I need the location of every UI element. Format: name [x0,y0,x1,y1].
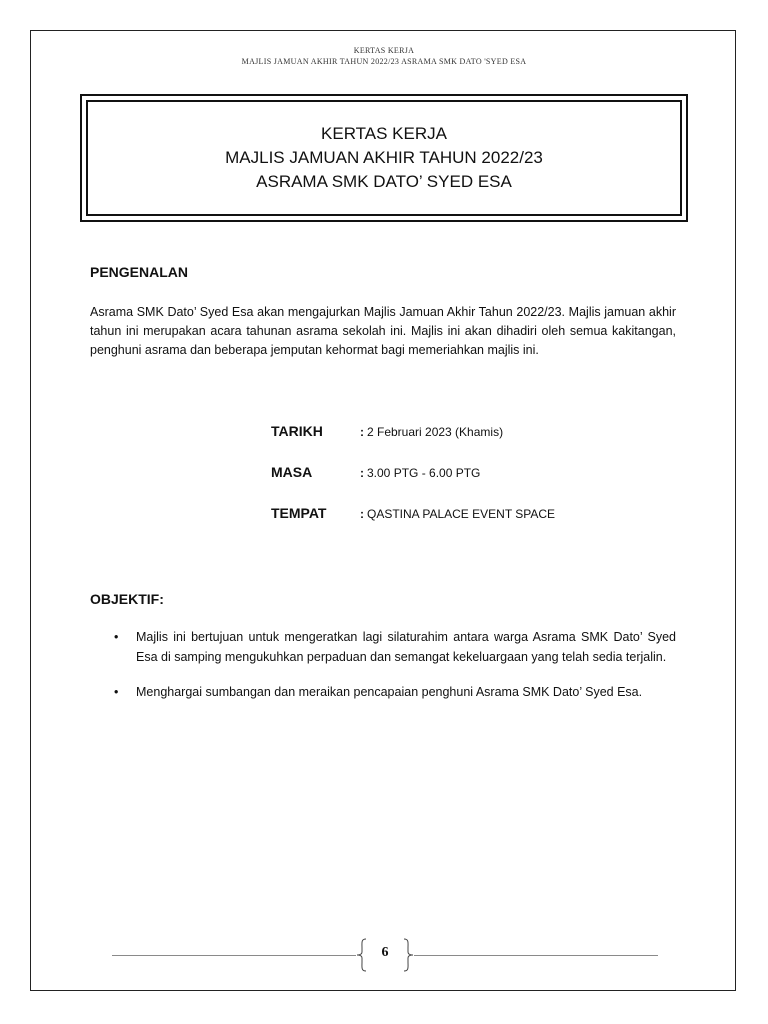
venue-colon: : [360,507,364,521]
running-header-line-1: KERTAS KERJA [353,46,415,55]
title-box-inner [86,100,682,216]
date-colon: : [360,425,364,439]
left-brace-icon [356,938,368,972]
date-value-group [360,425,503,439]
objective-text-1: Majlis ini bertujuan untuk mengeratkan lagi silaturahim antara warga Asrama SMK Dato’ Syed Esa di samping mengukuhkan perpaduan dan semangat kekeluargaan yang telah sedia terjalin. [136,630,676,664]
right-brace-icon [402,938,414,972]
venue-value-group [360,507,555,521]
list-item [90,628,676,667]
time-label: MASA [271,464,313,480]
objective-text-2: Menghargai sumbangan dan meraikan pencapaian penghuni Asrama SMK Dato’ Syed Esa. [136,685,643,699]
time-value-group [360,466,480,480]
time-colon: : [360,466,364,480]
list-item [90,683,676,703]
objectives-list [90,628,676,719]
running-header-line-2: MAJLIS JAMUAN AKHIR TAHUN 2022/23 ASRAMA SMK DATO 'SYED ESA [241,57,527,66]
bullet-icon: • [114,685,119,699]
date-value: 2 Februari 2023 (Khamis) [367,425,504,439]
footer-right-rule [414,955,658,956]
page-number: 6 [381,945,389,960]
venue-value: QASTINA PALACE EVENT SPACE [367,507,556,521]
footer-left-rule [112,955,356,956]
objectives-heading: OBJEKTIF: [90,591,164,607]
title-box [80,94,688,222]
page-footer [112,938,658,972]
title-line-2: MAJLIS JAMUAN AKHIR TAHUN 2022/23 [225,148,543,167]
bullet-icon: • [114,630,119,644]
intro-heading: PENGENALAN [90,264,189,280]
time-value: 3.00 PTG - 6.00 PTG [367,466,481,480]
date-label: TARIKH [271,423,323,439]
intro-paragraph: Asrama SMK Dato’ Syed Esa akan mengajurkan Majlis Jamuan Akhir Tahun 2022/23. Majlis jamuan akhir tahun ini merupakan acara tahunan asrama sekolah ini. Majlis ini akan dihadiri oleh semua kakitangan, penghuni asrama dan beberapa jemputan kehormat bagi memeriahkan majlis ini. [90,305,676,357]
title-line-1: KERTAS KERJA [321,124,447,143]
title-line-3: ASRAMA SMK DATO’ SYED ESA [256,172,512,191]
venue-label: TEMPAT [271,505,327,521]
running-header [0,45,768,67]
